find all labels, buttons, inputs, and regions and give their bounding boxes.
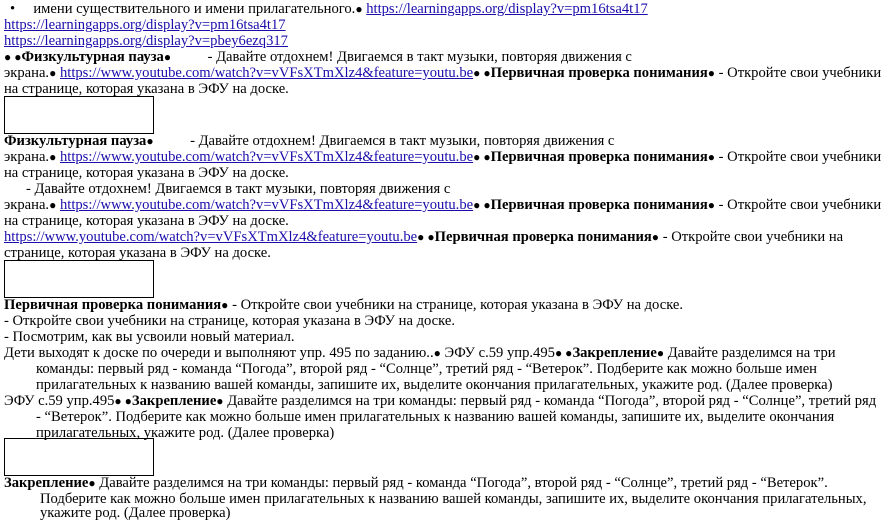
dot-icon: ●: [707, 150, 716, 164]
dot-icon: ● ●: [114, 394, 132, 408]
text: команды: первый ряд - команда “Погода”, второй ряд - “Солнце”, третий ряд - “Ветерок”. Подберите как можно больше имен: [36, 361, 817, 377]
heading-check: Первичная проверка понимания: [4, 297, 222, 313]
dot-icon: ●: [433, 346, 441, 360]
text: имени существительного и имени прилагательного.: [33, 1, 356, 17]
text: Дети выходят к доске по очереди и выполняют упр. 495 по заданию..: [4, 345, 434, 361]
image-placeholder-3: [4, 438, 154, 476]
text: укажите род. (Далее проверка): [40, 505, 231, 521]
text: - Откройте свои учебники на странице, которая указана в ЭФУ на доске.: [232, 297, 684, 313]
dot-icon: ● ●: [473, 198, 491, 212]
line-26: [40, 504, 230, 522]
learningapps-link-2[interactable]: https://learningapps.org/display?v=pm16tsa4t17: [4, 17, 286, 33]
heading-fizkult: Физкультурная пауза: [4, 133, 147, 149]
text: Подберите как можно больше имен прилагательных к названию вашей команды, запишите их, выделите окончания прилагательных,: [40, 491, 867, 507]
youtube-link[interactable]: https://www.youtube.com/watch?v=vVFsXTmXlz4&feature=youtu.be: [59, 197, 474, 213]
dot-icon: ●: [216, 394, 224, 408]
text: - Откройте свои учебники: [718, 149, 881, 165]
heading-zakrep: Закрепление: [131, 393, 217, 409]
text: прилагательных к названию вашей команды, запишите их, выделите окончания прилагательных, укажите род. (Далее проверка): [36, 377, 833, 393]
heading-zakrep: Закрепление: [572, 345, 657, 361]
text: - Посмотрим, как вы усвоили новый материал.: [4, 329, 295, 345]
dot-icon: ●: [49, 198, 57, 212]
text: - Откройте свои учебники: [718, 197, 881, 213]
dot-icon: ●: [656, 346, 665, 360]
text: на странице, которая указана в ЭФУ на доске.: [4, 81, 289, 97]
text: - Откройте свои учебники: [718, 65, 881, 81]
dot-icon: ●: [163, 50, 172, 64]
text: - Откройте свои учебники на странице, которая указана в ЭФУ на доске.: [4, 313, 455, 329]
dot-icon: ●: [707, 66, 716, 80]
text: - Давайте отдохнем! Двигаемся в такт музыки, повторяя движения с: [26, 181, 451, 197]
image-placeholder-1: [4, 96, 154, 134]
dot-icon: ●: [146, 134, 154, 148]
text: странице, которая указана в ЭФУ на доске.: [4, 245, 271, 261]
dot-icon: ●: [49, 66, 57, 80]
text: экрана.: [4, 149, 50, 165]
youtube-link[interactable]: https://www.youtube.com/watch?v=vVFsXTmXlz4&feature=youtu.be: [59, 65, 474, 81]
dot-icon: ● ●: [473, 150, 491, 164]
text: ЭФУ с.59 упр.495: [4, 393, 115, 409]
dot-icon: ●: [651, 230, 660, 244]
heading-check: Первичная проверка понимания: [490, 197, 708, 213]
dot-icon: ●: [221, 298, 229, 312]
text: - Откройте свои учебники на: [662, 229, 844, 245]
heading-fizkult: Физкультурная пауза: [21, 49, 164, 65]
text: - Давайте отдохнем! Двигаемся в такт музыки, повторяя движения с: [190, 133, 615, 149]
youtube-link[interactable]: https://www.youtube.com/watch?v=vVFsXTmXlz4&feature=youtu.be: [59, 149, 474, 165]
dot-icon: ● ●: [4, 50, 22, 64]
bullet-icon: •: [10, 1, 16, 17]
youtube-link[interactable]: https://www.youtube.com/watch?v=vVFsXTmXlz4&feature=youtu.be: [4, 229, 418, 245]
dot-icon: ● ●: [417, 230, 435, 244]
text: экрана.: [4, 65, 50, 81]
heading-check: Первичная проверка понимания: [434, 229, 652, 245]
dot-icon: ● ●: [473, 66, 491, 80]
image-placeholder-2: [4, 260, 154, 298]
text: экрана.: [4, 197, 50, 213]
text: на странице, которая указана в ЭФУ на доске.: [4, 213, 289, 229]
dot-icon: ●: [707, 198, 716, 212]
text: прилагательных, укажите род. (Далее проверка): [36, 425, 335, 441]
text: Давайте разделимся на три: [667, 345, 836, 361]
learningapps-link-3[interactable]: https://learningapps.org/display?v=pbey6ezq317: [4, 33, 288, 49]
heading-zakrep: Закрепление: [4, 475, 89, 491]
text: на странице, которая указана в ЭФУ на доске.: [4, 165, 289, 181]
text: Давайте разделимся на три команды: первый ряд - команда “Погода”, второй ряд - “Солнце”, третий ряд - “Ветерок”.: [99, 475, 828, 491]
dot-icon: ● ●: [554, 346, 573, 360]
dot-icon: ●: [49, 150, 57, 164]
heading-check: Первичная проверка понимания: [490, 65, 708, 81]
text: - Давайте отдохнем! Двигаемся в такт музыки, повторяя движения с: [207, 49, 632, 65]
text: - “Ветерок”. Подберите как можно больше имен прилагательных к названию вашей команды, запишите их, выделите окончания: [36, 409, 835, 425]
learningapps-link[interactable]: https://learningapps.org/display?v=pm16tsa4t17: [366, 1, 648, 17]
text: ЭФУ с.59 упр.495: [444, 345, 555, 361]
text: Давайте разделимся на три команды: первый ряд - команда “Погода”, второй ряд - “Солнце”, третий ряд: [227, 393, 877, 409]
dot-icon: ●: [88, 476, 96, 490]
heading-check: Первичная проверка понимания: [490, 149, 708, 165]
dot-icon: ●: [355, 2, 363, 16]
